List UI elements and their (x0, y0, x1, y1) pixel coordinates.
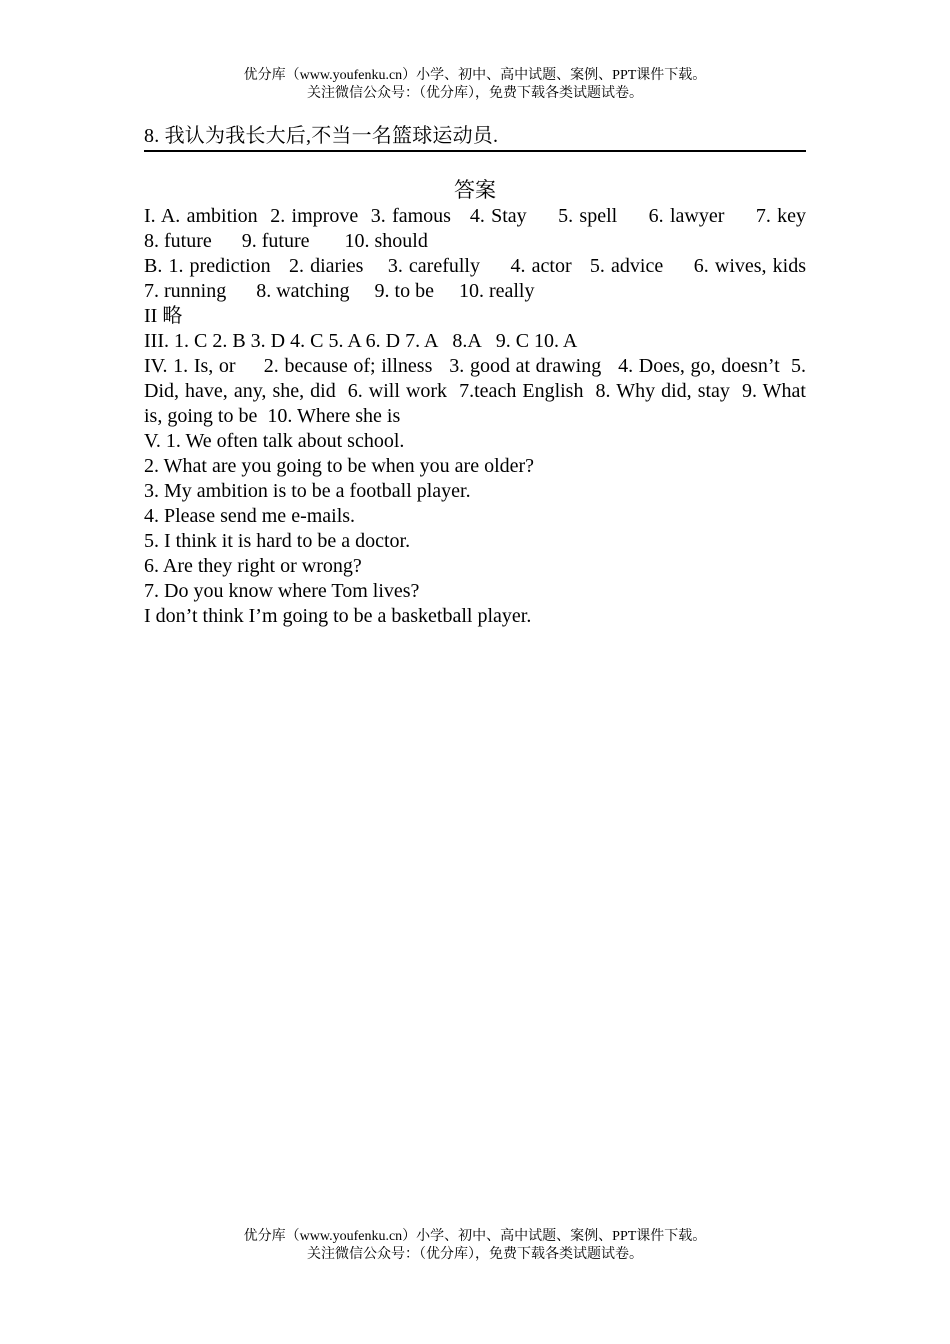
answer-part-5-item-2: 2. What are you going to be when you are older? (144, 455, 535, 477)
page-footer (0, 1228, 950, 1264)
footer-line-2: 关注微信公众号：（优分库），免费下载各类试题试卷。 (307, 1247, 643, 1262)
header-line-2: 关注微信公众号：（优分库），免费下载各类试题试卷。 (307, 86, 643, 101)
answer-part-5-item-8: I don’t think I’m going to be a basketball player. (144, 605, 532, 627)
answer-part-5-item-1: V. 1. We often talk about school. (144, 430, 405, 452)
answer-section (144, 177, 836, 629)
answer-part-1a: I. A. ambition 2. improve 3. famous 4. Stay 5. spell 6. lawyer 7. key 8. future 9. future 10. should (144, 205, 836, 252)
answer-part-4: IV. 1. Is, or 2. because of; illness 3. good at drawing 4. Does, go, doesn’t 5. Did, have, any, she, did 6. will work 7.teach English 8. Why did, stay 9. What is, going to be 10. Where she is (144, 355, 811, 427)
answer-title: 答案 (454, 178, 496, 202)
footer-line-1: 优分库（www.youfenku.cn）小学、初中、高中试题、案例、PPT课件下载。 (243, 1229, 707, 1244)
answer-part-2: II 略 (144, 305, 183, 327)
answer-part-5-item-7: 7. Do you know where Tom lives? (144, 580, 420, 602)
question-8: 8. 我认为我长大后,不当一名篮球运动员. (144, 123, 806, 152)
answer-part-5-item-6: 6. Are they right or wrong? (144, 555, 362, 577)
answer-part-5-item-3: 3. My ambition is to be a football player. (144, 480, 471, 502)
answer-part-5-item-4: 4. Please send me e-mails. (144, 505, 356, 527)
answer-part-5-item-5: 5. I think it is hard to be a doctor. (144, 530, 411, 552)
header-line-1: 优分库（www.youfenku.cn）小学、初中、高中试题、案例、PPT课件下载。 (243, 68, 707, 83)
answer-part-3: III. 1. C 2. B 3. D 4. C 5. A 6. D 7. A 8.A 9. C 10. A (144, 330, 578, 352)
page-header (0, 67, 950, 103)
answer-part-1b: B. 1. prediction 2. diaries 3. carefully 4. actor 5. advice 6. wives, kids 7. running 8. watching 9. to be 10. really (144, 255, 831, 302)
